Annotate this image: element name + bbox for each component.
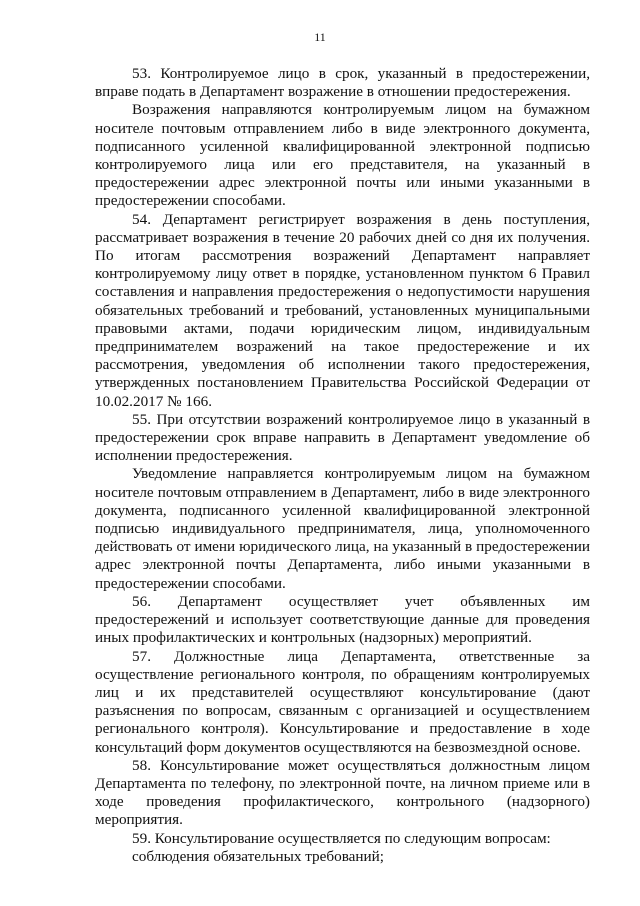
paragraph-55-notification: Уведомление направляется контролируемым лицом на бумажном носителе почтовым отправлением в Департамент, либо в виде электронного документа, подписанного усиленной квалифицированной электронной подписью индивидуального предпринимателя, лица, уполномоченного действовать от имени юридического лица, на указанный в предостережении адрес электронной почты Департамента, либо иными указанными в предостережении способами. bbox=[95, 465, 590, 592]
paragraph-58: 58. Консультирование может осуществляться должностным лицом Департамента по телефону, по электронной почте, на личном приеме или в ходе проведения профилактического, контрольного (надзорного) мероприятия. bbox=[95, 756, 590, 829]
page-number: 11 bbox=[314, 30, 326, 44]
document-body bbox=[95, 65, 590, 866]
paragraph-53-objections: Возражения направляются контролируемым лицом на бумажном носителе почтовым отправлением либо в виде электронного документа, подписанного усиленной квалифицированной электронной подписью контролируемого лица или его представителя, на указанный в предостережении адрес электронной почты или иными указанными в предостережении способами. bbox=[95, 101, 590, 210]
paragraph-54: 54. Департамент регистрирует возражения в день поступления, рассматривает возражения в течение 20 рабочих дней со дня их получения. По итогам рассмотрения возражений Департамент направляет контролируемому лицу ответ в порядке, установленном пунктом 6 Правил составления и направления предостережения о недопустимости нарушения обязательных требований и требований, установленных муниципальными правовыми актами, подачи юридическим лицом, индивидуальным предпринимателем возражений на такое предостережение и их рассмотрения, уведомления об исполнении такого предостережения, утвержденных постановлением Правительства Российской Федерации от 10.02.2017 № 166. bbox=[95, 210, 590, 410]
paragraph-59-item-1: соблюдения обязательных требований; bbox=[132, 847, 385, 865]
paragraph-55: 55. При отсутствии возражений контролируемое лицо в указанный в предостережении срок вправе направить в Департамент уведомление об исполнении предостережения. bbox=[95, 410, 590, 465]
paragraph-59: 59. Консультирование осуществляется по следующим вопросам: bbox=[132, 829, 551, 847]
paragraph-53: 53. Контролируемое лицо в срок, указанный в предостережении, вправе подать в Департамент возражение в отношении предостережения. bbox=[95, 65, 590, 101]
paragraph-57: 57. Должностные лица Департамента, ответственные за осуществление регионального контроля, по обращениям контролируемых лиц и их представителей осуществляют консультирование (дают разъяснения по вопросам, связанным с организацией и осуществлением регионального контроля). Консультирование и предоставление в ходе консультаций форм документов осуществляются на безвозмездной основе. bbox=[95, 647, 590, 756]
paragraph-56: 56. Департамент осуществляет учет объявленных им предостережений и использует соответствующие данные для проведения иных профилактических и контрольных (надзорных) мероприятий. bbox=[95, 592, 590, 647]
